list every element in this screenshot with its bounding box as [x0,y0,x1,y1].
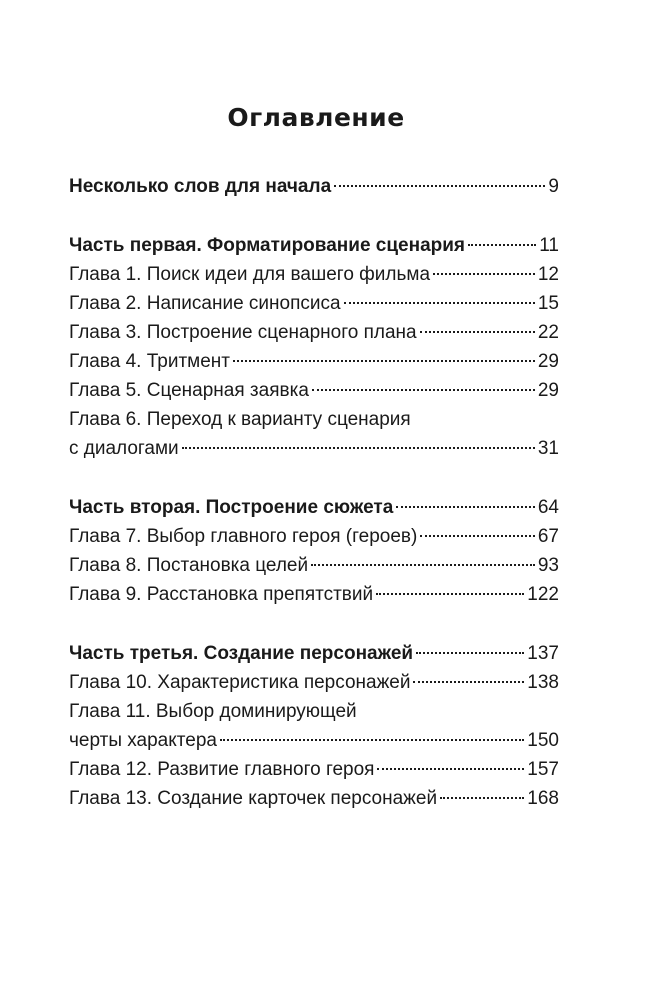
toc-entry-title: Часть вторая. Построение сюжета [69,497,394,518]
dot-leader [413,681,524,683]
toc-chapter-entry[interactable] [69,347,559,376]
toc-page-number: 157 [527,759,559,780]
toc-entry-title: Несколько слов для начала [69,176,332,197]
toc-page-number: 64 [537,497,559,518]
dot-leader [396,506,535,508]
dot-leader [468,244,536,246]
toc-chapter-entry[interactable] [69,289,559,318]
toc-page-number: 29 [537,380,559,401]
toc-chapter-entry[interactable] [69,551,559,580]
dot-leader [182,447,535,449]
toc-entry-title: Глава 7. Выбор главного героя (героев) [69,526,418,547]
dot-leader [220,739,524,741]
toc-chapter-entry[interactable] [69,784,559,813]
dot-leader [440,797,524,799]
toc-page-number: 11 [539,235,559,256]
toc-entry-intro[interactable] [69,172,559,201]
toc-chapter-entry[interactable] [69,376,559,405]
dot-leader [344,302,535,304]
toc-page-number: 168 [527,788,559,809]
toc-page-number: 122 [527,584,559,605]
toc-page-number: 137 [527,643,559,664]
table-of-contents [69,172,559,813]
toc-page-number: 31 [537,438,559,459]
toc-entry-title-line1: Глава 6. Переход к варианту сценария [69,409,411,430]
dot-leader [233,360,535,362]
toc-page-number: 150 [527,730,559,751]
toc-chapter-entry[interactable] [69,580,559,609]
toc-entry-title: Глава 9. Расстановка препятствий [69,584,374,605]
toc-chapter-entry[interactable] [69,260,559,289]
toc-chapter-entry[interactable] [69,522,559,551]
toc-chapter-entry[interactable] [69,318,559,347]
dot-leader [433,273,535,275]
toc-chapter-entry[interactable] [69,697,559,755]
dot-leader [377,768,524,770]
dot-leader [420,331,535,333]
toc-chapter-entry[interactable] [69,668,559,697]
toc-entry-title: с диалогами [69,438,179,459]
toc-entry-title: Глава 12. Развитие главного героя [69,759,375,780]
dot-leader [420,535,535,537]
toc-entry-title: Часть третья. Создание персонажей [69,643,414,664]
toc-entry-title: черты характера [69,730,217,751]
toc-entry-title: Глава 13. Создание карточек персонажей [69,788,438,809]
dot-leader [312,389,535,391]
toc-part-heading[interactable] [69,639,559,668]
dot-leader [376,593,524,595]
toc-entry-title: Глава 1. Поиск идеи для вашего фильма [69,264,431,285]
toc-page-number: 22 [537,322,559,343]
dot-leader [416,652,524,654]
toc-page-number: 29 [537,351,559,372]
toc-page-number: 93 [537,555,559,576]
toc-page-number: 9 [548,176,559,197]
toc-entry-title-line1: Глава 11. Выбор доминирующей [69,701,357,722]
toc-page-number: 138 [527,672,559,693]
page-title: Оглавление [227,103,405,132]
toc-entry-title: Глава 10. Характеристика персонажей [69,672,411,693]
toc-entry-title: Глава 8. Постановка целей [69,555,309,576]
toc-part-heading[interactable] [69,493,559,522]
toc-entry-title: Глава 4. Тритмент [69,351,230,372]
toc-entry-title: Глава 2. Написание синопсиса [69,293,341,314]
toc-page-number: 67 [537,526,559,547]
dot-leader [311,564,535,566]
toc-chapter-entry[interactable] [69,405,559,463]
toc-chapter-entry[interactable] [69,755,559,784]
toc-entry-title: Глава 5. Сценарная заявка [69,380,309,401]
toc-entry-title: Часть первая. Форматирование сценария [69,235,466,256]
dot-leader [334,185,545,187]
toc-page-number: 12 [537,264,559,285]
toc-entry-title: Глава 3. Построение сценарного плана [69,322,417,343]
toc-part-heading[interactable] [69,231,559,260]
toc-page-number: 15 [537,293,559,314]
